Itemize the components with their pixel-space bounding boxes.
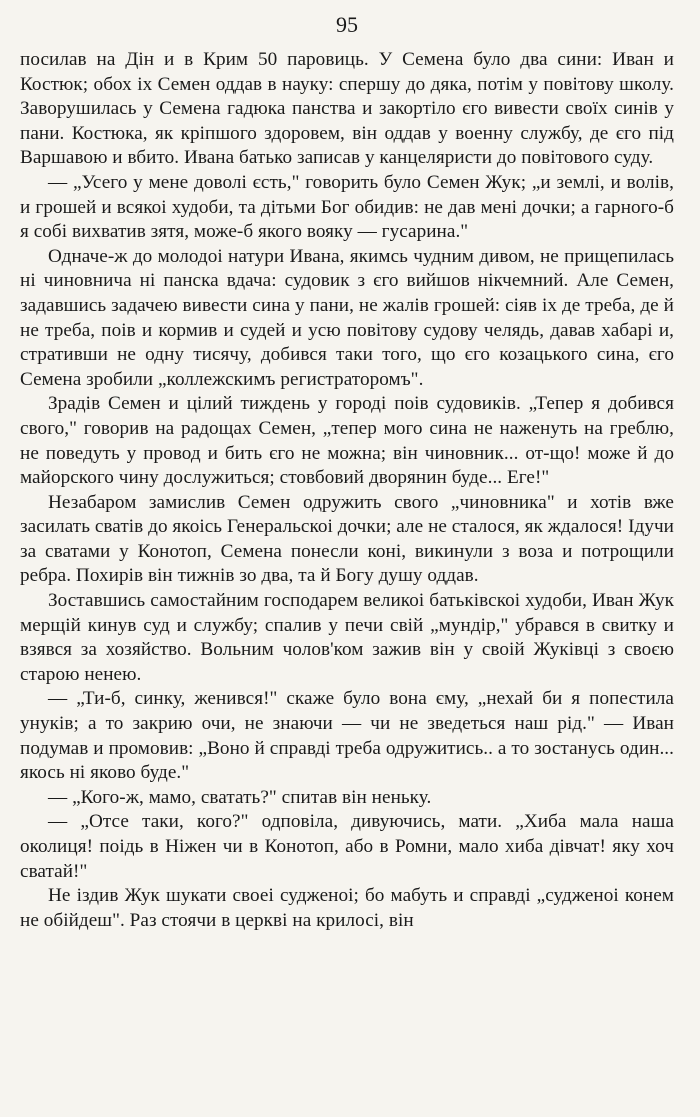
paragraph-4: Зрадів Семен и цілий тиждень у городі поів судовиків. „Тепер я добився свого," говорив на радощах Семен, „тепер мого сина не наженуть на греблю, не поведуть у провод и бить єго не можна; він чиновник... от-що! може й до майорского чину дослужиться; стовбовий дворянин буде... Еге!" (20, 393, 674, 489)
paragraph-7: — „Ти-б, синку, женився!" скаже було вона єму, „нехай би я попестила унуків; а то закрию очи, не знаючи — чи не зведеться наш рід." — Иван подумав и промовив: „Воно й справді треба одружитись.. а то зостанусь один... якось ні яково буде." (20, 688, 674, 784)
page-number: 95 (336, 12, 358, 37)
paragraph-9: — „Отсе таки, кого?" одповіла, дивуючись, мати. „Хиба мала наша околиця! поідь в Ніжен чи в Конотоп, або в Ромни, мало хиба дівчат! яку хоч сватай!" (20, 811, 674, 882)
paragraph-3: Одначе-ж до молодоі натури Ивана, якимсь чудним дивом, не прищепилась ні чиновнича ні панска вдача: судовик з єго вийшов нікчемний. Але Семен, задавшись задачею вивести сина у пани, не жалів грошей: сіяв іх де треба, де й не треба, поів и кормив и судей и усю повітову судову челядь, давав хабарі и, стративши не одну тисячу, добився таки того, що єго козацького сина, єго Семена зробили „коллежскимъ регистраторомъ". (20, 245, 674, 390)
paragraph-8: — „Кого-ж, мамо, сватать?" спитав він неньку. (48, 786, 432, 808)
paragraph-5: Незабаром замислив Семен одружить свого „чиновника" и хотів вже засилать сватів до якоісь Генеральскоі дочки; але не сталося, як ждалося! Ідучи за сватами у Конотоп, Семена понесли коні, викинули з воза и потрощили ребра. Похирів він тижнів зо два, та й Богу душу оддав. (20, 491, 674, 587)
paragraph-6: Зоставшись самостайним господарем великоі батьківскоі худоби, Иван Жук мерщій кинув суд и службу; спалив у печи свій „мундір," убрався в свитку и взявся за хозяйство. Вольним чолов'ком зажив він у своій Жуківці з своєю старою ненею. (20, 590, 674, 685)
paragraph-1: посилав на Дін и в Крим 50 паровиць. У Семена було два сини: Иван и Костюк; обох іх Семен оддав в науку: спершу до дяка, потім у повітову школу. Заворушилась у Семена гадюка панства и закортіло єго вивести своїх синів у пани. Костюка, як кріпшого здоровем, він оддав у военну службу, де єго під Варшавою и вбито. Ивана батько записав у канцеляристи до повітового суду. (20, 49, 674, 169)
paragraph-10: Не іздив Жук шукати своеі судженоі; бо мабуть и справді „судженоі конем не обійдеш". Раз стоячи в церкві на крилосі, він (20, 885, 674, 931)
page-body (20, 48, 674, 933)
paragraph-2: — „Усего у мене доволі єсть," говорить було Семен Жук; „и землі, и волів, и грошей и всякоі худоби, та дітьми Бог обидив: не дав мені дочки; а гарного-б я собі вихватив зятя, може-б якого вояку — гусарина." (20, 171, 674, 243)
